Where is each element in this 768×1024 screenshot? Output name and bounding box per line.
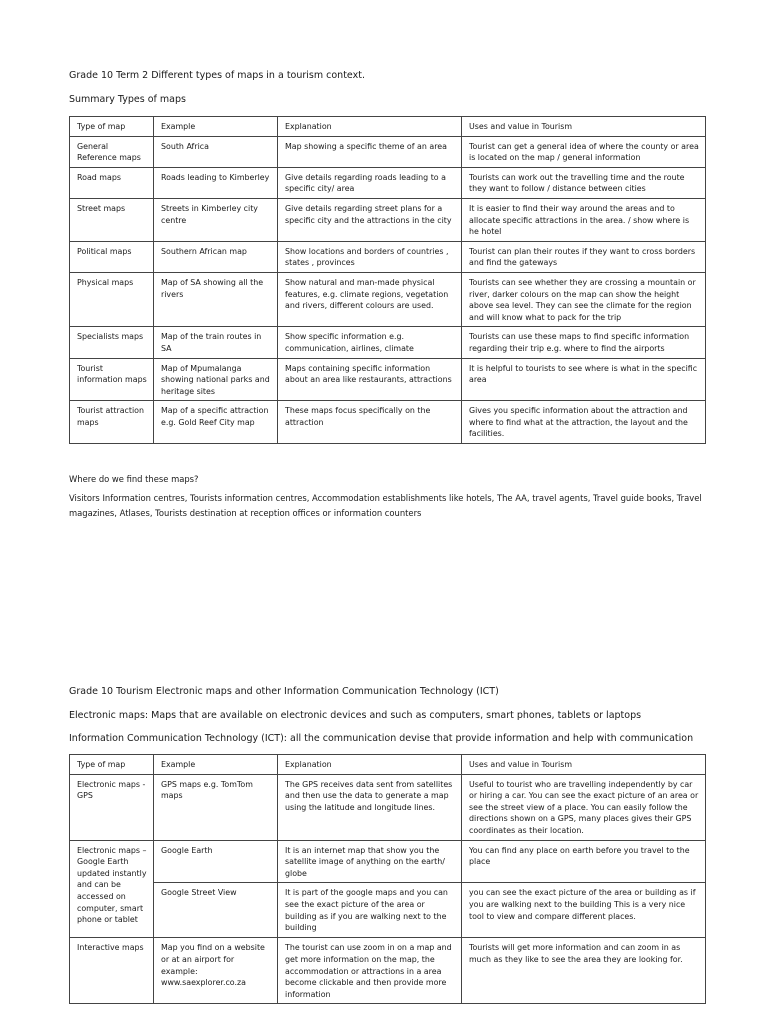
table-row	[70, 401, 706, 444]
header-uses: Uses and value in Tourism	[462, 755, 706, 775]
cell-example: Streets in Kimberley city centre	[154, 198, 278, 241]
table-row	[70, 136, 706, 167]
cell-uses: It is helpful to tourists to see where is what in the specific area	[462, 358, 706, 401]
cell-explanation: Maps containing specific information about an area like restaurants, attractions	[278, 358, 462, 401]
cell-example: Map of a specific attraction e.g. Gold Reef City map	[154, 401, 278, 444]
where-answer: Visitors Information centres, Tourists information centres, Accommodation establishments like hotels, The AA, travel agents, Travel guide books, Travel magazines, Atlases, Tourists destination at reception offices or information counters	[69, 493, 702, 518]
table-row-street-view	[70, 883, 706, 938]
cell-type: Road maps	[70, 167, 154, 198]
header-type: Type of map	[70, 117, 154, 137]
section2-title: Grade 10 Tourism Electronic maps and other Information Communication Technology (ICT)	[69, 686, 499, 697]
cell-explanation: Map showing a specific theme of an area	[278, 136, 462, 167]
where-question: Where do we find these maps?	[69, 474, 199, 484]
table-header-row	[70, 117, 706, 137]
cell-explanation: The GPS receives data sent from satellites and then use the data to generate a map using the latitude and longitude lines.	[278, 774, 462, 840]
header-explanation: Explanation	[278, 117, 462, 137]
cell-uses: Tourists can see whether they are crossing a mountain or river, darker colours on the map can show the height above sea level. They can see the climate for the region and will know what to pack for the trip	[462, 272, 706, 326]
table-row	[70, 327, 706, 358]
ict-definition: Information Communication Technology (ICT): all the communication devise that provide information and help with communication	[69, 733, 694, 744]
cell-uses: Tourist can get a general idea of where the county or area is located on the map / general information	[462, 136, 706, 167]
cell-uses: Tourists can use these maps to find specific information regarding their trip e.g. where to find the airports	[462, 327, 706, 358]
cell-explanation: These maps focus specifically on the attraction	[278, 401, 462, 444]
header-uses: Uses and value in Tourism	[462, 117, 706, 137]
cell-type: Physical maps	[70, 272, 154, 326]
table-row-interactive	[70, 938, 706, 1004]
cell-explanation: Give details regarding street plans for a specific city and the attractions in the city	[278, 198, 462, 241]
map-types-table-body	[70, 136, 706, 443]
cell-uses: Tourists can work out the travelling time and the route they want to follow / distance between cities	[462, 167, 706, 198]
cell-example: Google Earth	[154, 840, 278, 883]
header-example: Example	[154, 117, 278, 137]
cell-type: Electronic maps – Google Earth updated instantly and can be accessed on computer, smart phone or tablet	[70, 840, 154, 938]
cell-uses: you can see the exact picture of the area or building as if you are walking next to the building This is a very nice tool to view and compare different places.	[462, 883, 706, 938]
header-type: Type of map	[70, 755, 154, 775]
electronic-maps-table	[69, 754, 706, 1004]
cell-explanation: Give details regarding roads leading to a specific city/ area	[278, 167, 462, 198]
cell-example: Map of Mpumalanga showing national parks and heritage sites	[154, 358, 278, 401]
cell-uses: Tourist can plan their routes if they want to cross borders and find the gateways	[462, 241, 706, 272]
cell-example: Map of SA showing all the rivers	[154, 272, 278, 326]
table-row-gps	[70, 774, 706, 840]
table-header-row	[70, 755, 706, 775]
cell-explanation: The tourist can use zoom in on a map and get more information on the map, the accommodation or attractions in a area become clickable and then provide more information	[278, 938, 462, 1004]
table-row	[70, 272, 706, 326]
cell-type: Interactive maps	[70, 938, 154, 1004]
cell-explanation: It is part of the google maps and you can see the exact picture of the area or building as if you are walking next to the building	[278, 883, 462, 938]
cell-example: Southern African map	[154, 241, 278, 272]
cell-uses: Tourists will get more information and can zoom in as much as they like to see the area they are looking for.	[462, 938, 706, 1004]
header-explanation: Explanation	[278, 755, 462, 775]
cell-example: GPS maps e.g. TomTom maps	[154, 774, 278, 840]
electronic-maps-definition: Electronic maps: Maps that are available on electronic devices and such as computers, smart phones, tablets or laptops	[69, 710, 642, 721]
cell-example: Google Street View	[154, 883, 278, 938]
cell-example: Map of the train routes in SA	[154, 327, 278, 358]
cell-uses: Useful to tourist who are travelling independently by car or hiring a car. You can see the exact picture of an area or see the street view of a place. You can easily follow the directions shown on a GPS, many places gives their GPS coordinates as their location.	[462, 774, 706, 840]
table-row	[70, 241, 706, 272]
cell-example: Map you find on a website or at an airport for example: www.saexplorer.co.za	[154, 938, 278, 1004]
cell-explanation: Show specific information e.g. communication, airlines, climate	[278, 327, 462, 358]
cell-uses: You can find any place on earth before you travel to the place	[462, 840, 706, 883]
cell-type: Street maps	[70, 198, 154, 241]
cell-explanation: It is an internet map that show you the satellite image of anything on the earth/ globe	[278, 840, 462, 883]
table-row-google-earth	[70, 840, 706, 883]
cell-type: Tourist attraction maps	[70, 401, 154, 444]
section1-subtitle: Summary Types of maps	[69, 94, 186, 105]
cell-uses: Gives you specific information about the attraction and where to find what at the attraction, the layout and the facilities.	[462, 401, 706, 444]
cell-example: South Africa	[154, 136, 278, 167]
cell-type: Electronic maps - GPS	[70, 774, 154, 840]
cell-example: Roads leading to Kimberley	[154, 167, 278, 198]
table-row	[70, 358, 706, 401]
cell-uses: It is easier to find their way around the areas and to allocate specific attractions in the area. / show where is he hotel	[462, 198, 706, 241]
cell-type: General Reference maps	[70, 136, 154, 167]
header-example: Example	[154, 755, 278, 775]
cell-type: Political maps	[70, 241, 154, 272]
cell-type: Tourist information maps	[70, 358, 154, 401]
table-row	[70, 167, 706, 198]
cell-explanation: Show locations and borders of countries , states , provinces	[278, 241, 462, 272]
section1-title: Grade 10 Term 2 Different types of maps in a tourism context.	[69, 70, 365, 81]
cell-explanation: Show natural and man-made physical features, e.g. climate regions, vegetation and rivers, different colours are used.	[278, 272, 462, 326]
map-types-table	[69, 116, 706, 444]
cell-type: Specialists maps	[70, 327, 154, 358]
table-row	[70, 198, 706, 241]
